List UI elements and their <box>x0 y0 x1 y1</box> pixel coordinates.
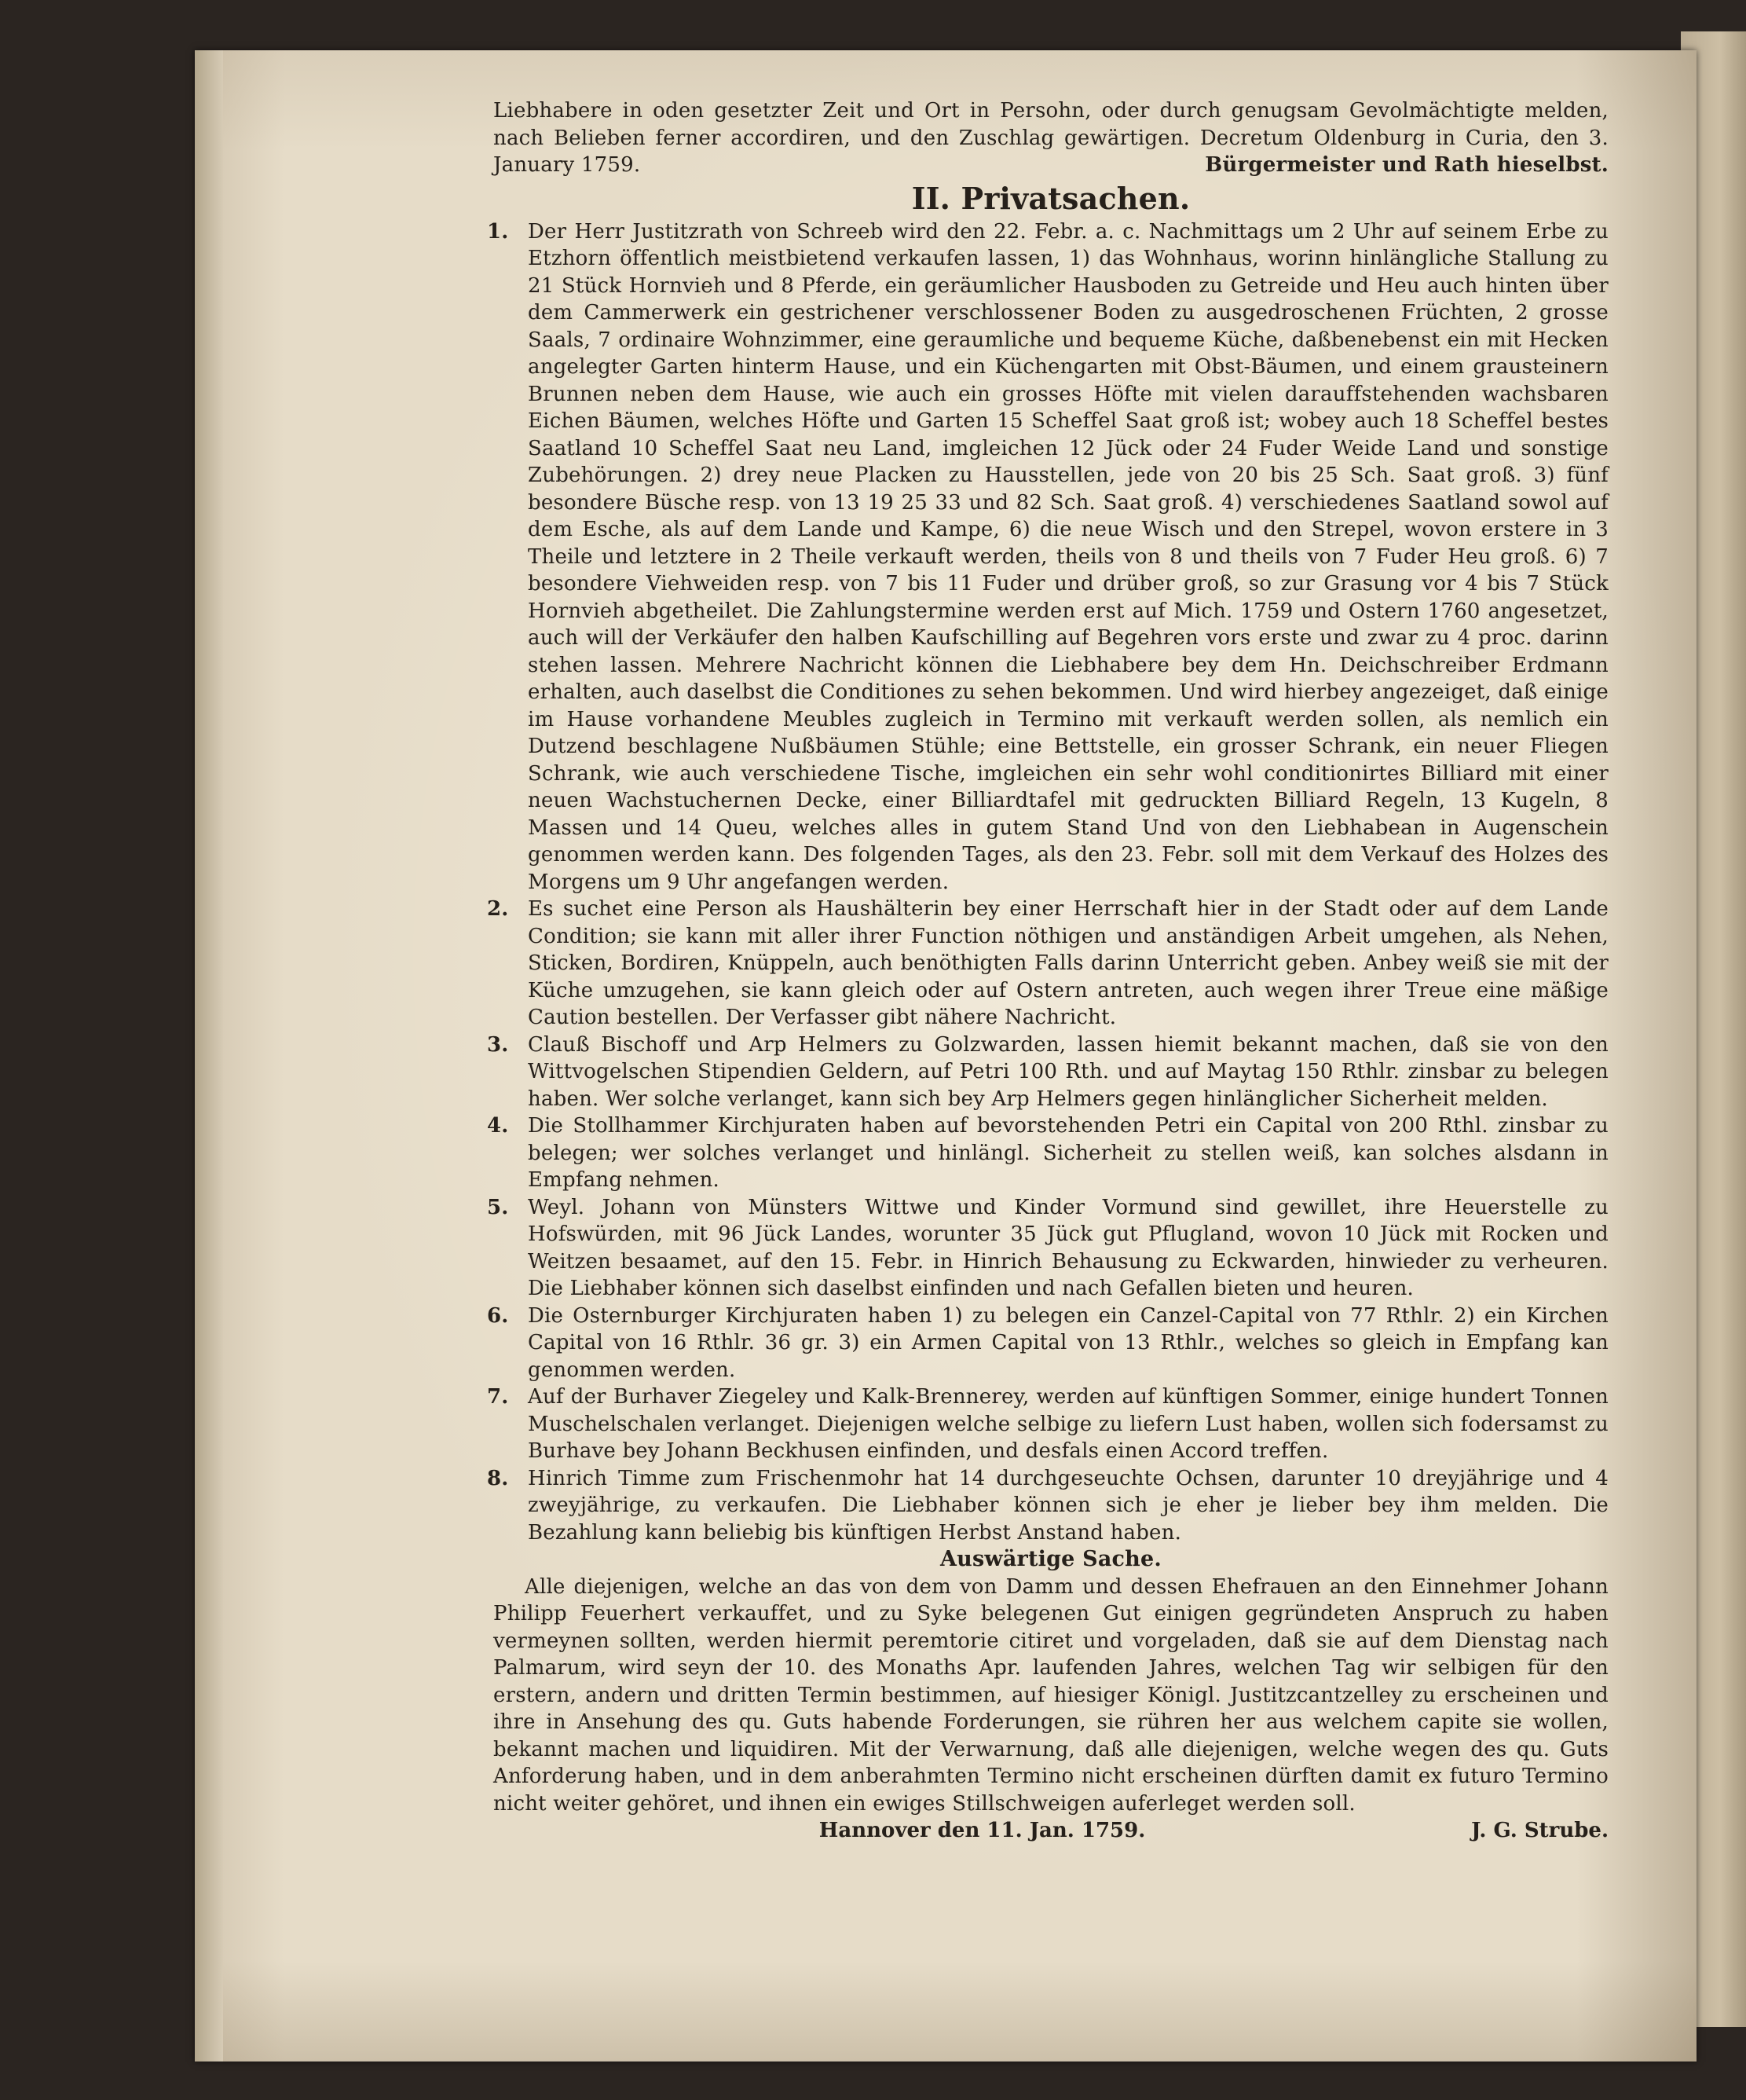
entry-text: Hinrich Timme zum Frischenmohr hat 14 durchgeseuchte Ochsen, darunter 10 dreyjährige und 4 zweyjährige, zu verkaufen. Die Liebhaber können sich je eher je lieber bey ihm melden. Die Bezahlung kann beliebig bis künftigen Herbst Anstand haben. <box>528 1466 1609 1545</box>
text-block <box>487 97 1609 1844</box>
foreign-paragraph: Alle diejenigen, welche an das von dem von Damm und dessen Ehefrauen an den Einnehmer Johann Philipp Feuerhert verkauffet, und zu Syke belegenen Gut einigen gegründeten Anspruch zu haben vermeynen sollten, werden hiermit peremtorie citiret und vorgeladen, daß sie auf dem Dienstag nach Palmarum, wird seyn der 10. des Monaths Apr. laufenden Jahres, welchen Tag wir selbigen für den erstern, andern und dritten Termin bestimmen, auf hiesiger Königl. Justitzcantzelley zu erscheinen und ihre in Ansehung des qu. Guts habende Forderungen, sie rühren her aus welchem capite sie wollen, bekannt machen und liquidiren. Mit der Verwarnung, daß alle diejenigen, welche wegen des qu. Guts Anforderung haben, und in dem anberahmten Termino nicht erscheinen dürften damit ex futuro Termino nicht weiter gehöret, und ihnen ein ewiges Stillschweigen auferleget werden soll. <box>493 1574 1609 1816</box>
foreign-heading: Auswärtige Sache. <box>940 1547 1162 1571</box>
entry-number: 4. <box>487 1114 509 1138</box>
intro-text: Liebhabere in oden gesetzter Zeit und Ort in Persohn, oder durch genugsam Gevolmächtigte melden, nach Belieben ferner accordiren, und den Zuschlag gewärtigen. Decretum Oldenburg in Curia, den 3. January 1759. <box>493 99 1609 177</box>
entry-text: Auf der Burhaver Ziegeley und Kalk-Brennerey, werden auf künftigen Sommer, einige hundert Tonnen Muschelschalen verlanget. Diejenigen welche selbige zu liefern Lust haben, wollen sich fodersamst zu Burhave bey Johann Beckhusen einfinden, und desfals einen Accord treffen. <box>528 1385 1609 1463</box>
entry-7 <box>487 1384 1609 1465</box>
intro-paragraph <box>493 97 1609 179</box>
signature-line <box>493 1817 1609 1844</box>
entry-4 <box>487 1112 1609 1194</box>
page-gutter <box>195 50 223 2062</box>
entry-6 <box>487 1303 1609 1384</box>
intro-signatory: Bürgermeister und Rath hieselbst. <box>1205 153 1609 177</box>
entry-number: 1. <box>487 219 509 244</box>
document-page <box>195 50 1697 2062</box>
entry-number: 2. <box>487 897 509 921</box>
entry-number: 7. <box>487 1385 509 1409</box>
entry-number: 8. <box>487 1466 509 1490</box>
entry-number: 6. <box>487 1303 509 1328</box>
entry-number: 3. <box>487 1032 509 1057</box>
entry-text: Die Stollhammer Kirchjuraten haben auf bevorstehenden Petri ein Capital von 200 Rthl. zinsbar zu belegen; wer solches verlanget und hinlängl. Sicherheit zu stellen weiß, kan solches alsdann in Empfang nehmen. <box>528 1114 1609 1192</box>
entry-5 <box>487 1194 1609 1303</box>
entry-3 <box>487 1032 1609 1113</box>
signature-place-date: Hannover den 11. Jan. 1759. <box>818 1819 1146 1842</box>
section-heading: II. Privatsachen. <box>911 180 1191 216</box>
entry-1 <box>487 218 1609 896</box>
entry-2 <box>487 896 1609 1032</box>
entry-number: 5. <box>487 1195 509 1219</box>
signature-name: J. G. Strube. <box>1471 1819 1609 1842</box>
entry-8 <box>487 1465 1609 1547</box>
entry-text: Weyl. Johann von Münsters Wittwe und Kinder Vormund sind gewillet, ihre Heuerstelle zu Hofswürden, mit 96 Jück Landes, worunter 35 Jück gut Pflugland, wovon 10 Jück mit Rocken und Weitzen besaamet, auf den 15. Febr. in Hinrich Behausung zu Eckwarden, hinwieder zu verheuren. Die Liebhaber können sich daselbst einfinden und nach Gefallen bieten und heuren. <box>528 1195 1609 1300</box>
entry-text: Die Osternburger Kirchjuraten haben 1) zu belegen ein Canzel-Capital von 77 Rthlr. 2) ein Kirchen Capital von 16 Rthlr. 36 gr. 3) ein Armen Capital von 13 Rthlr., welches so gleich in Empfang kan genommen werden. <box>528 1303 1609 1382</box>
entry-text: Es suchet eine Person als Haushälterin bey einer Herrschaft hier in der Stadt oder auf dem Lande Condition; sie kann mit aller ihrer Function nöthigen und anständigen Arbeit umgehen, als Nehen, Sticken, Bordiren, Knüppeln, auch benöthigten Falls darinn Unterricht geben. Anbey weiß sie mit der Küche umzugehen, sie kann gleich oder auf Ostern antreten, auch wegen ihrer Treue eine mäßige Caution bestellen. Der Verfasser gibt nähere Nachricht. <box>528 897 1609 1029</box>
entry-text: Der Herr Justitzrath von Schreeb wird den 22. Febr. a. c. Nachmittags um 2 Uhr auf seinem Erbe zu Etzhorn öffentlich meistbietend verkaufen lassen, 1) das Wohnhaus, worinn hinlängliche Stallung zu 21 Stück Hornvieh und 8 Pferde, ein geräumlicher Hausboden zu Getreide und Heu auch hinten über dem Cammerwerk ein gestrichener verschlossener Boden zu ausgedroschenen Früchten, 2 grosse Saals, 7 ordinaire Wohnzimmer, eine geraumliche und bequeme Küche, daßbenebenst ein mit Hecken angelegter Garten hinterm Hause, und ein Küchengarten mit Obst-Bäumen, und einem grausteinern Brunnen neben dem Hause, wie auch ein grosses Höfte mit vielen darauffstehenden wachsbaren Eichen Bäumen, welches Höfte und Garten 15 Scheffel Saat groß ist; wobey auch 18 Scheffel bestes Saatland 10 Scheffel Saat neu Land, imgleichen 12 Jück oder 24 Fuder Weide Land und sonstige Zubehörungen. 2) drey neue Placken zu Hausstellen, jede von 20 bis 25 Sch. Saat groß. 3) fünf besondere Büsche resp. von 13 19 25 33 und 82 Sch. Saat groß. 4) verschiedenes Saatland sowol auf dem Esche, als auf dem Lande und Kampe, 6) die neue Wisch und den Strepel, wovon erstere in 3 Theile und letztere in 2 Theile verkauft werden, theils von 8 und theils von 7 Fuder Heu groß. 6) 7 besondere Viehweiden resp. von 7 bis 11 Fuder und drüber groß, so zur Grasung vor 4 bis 7 Stück Hornvieh abgetheilet. Die Zahlungstermine werden erst auf Mich. 1759 und Ostern 1760 angesetzet, auch will der Verkäufer den halben Kaufschilling auf Begehren vors erste und zwar zu 4 proc. darinn stehen lassen. Mehrere Nachricht können die Liebhabere bey dem Hn. Deichschreiber Erdmann erhalten, auch daselbst die Conditiones zu sehen bekommen. Und wird hierbey angezeiget, daß einige im Hause vorhandene Meubles zugleich in Termino mit verkauft werden sollen, als nemlich ein Dutzend beschlagene Nußbäumen Stühle; eine Bettstelle, ein grosser Schrank, ein neuer Fliegen Schrank, wie auch verschiedene Tische, imgleichen ein sehr wohl conditionirtes Billiard mit einer neuen Wachstuchernen Decke, einer Billiardtafel mit gedruckten Billiard Regeln, 13 Kugeln, 8 Massen und 14 Queu, welches alles in gutem Stand Und von den Liebhabean in Augenschein genommen werden kann. Des folgenden Tages, als den 23. Febr. soll mit dem Verkauf des Holzes des Morgens um 9 Uhr angefangen werden. <box>528 219 1609 894</box>
entry-text: Clauß Bischoff und Arp Helmers zu Golzwarden, lassen hiemit bekannt machen, daß sie von den Wittvogelschen Stipendien Geldern, auf Petri 100 Rth. und auf Maytag 150 Rthlr. zinsbar zu belegen haben. Wer solche verlanget, kann sich bey Arp Helmers gegen hinlänglicher Sicherheit melden. <box>528 1032 1609 1111</box>
